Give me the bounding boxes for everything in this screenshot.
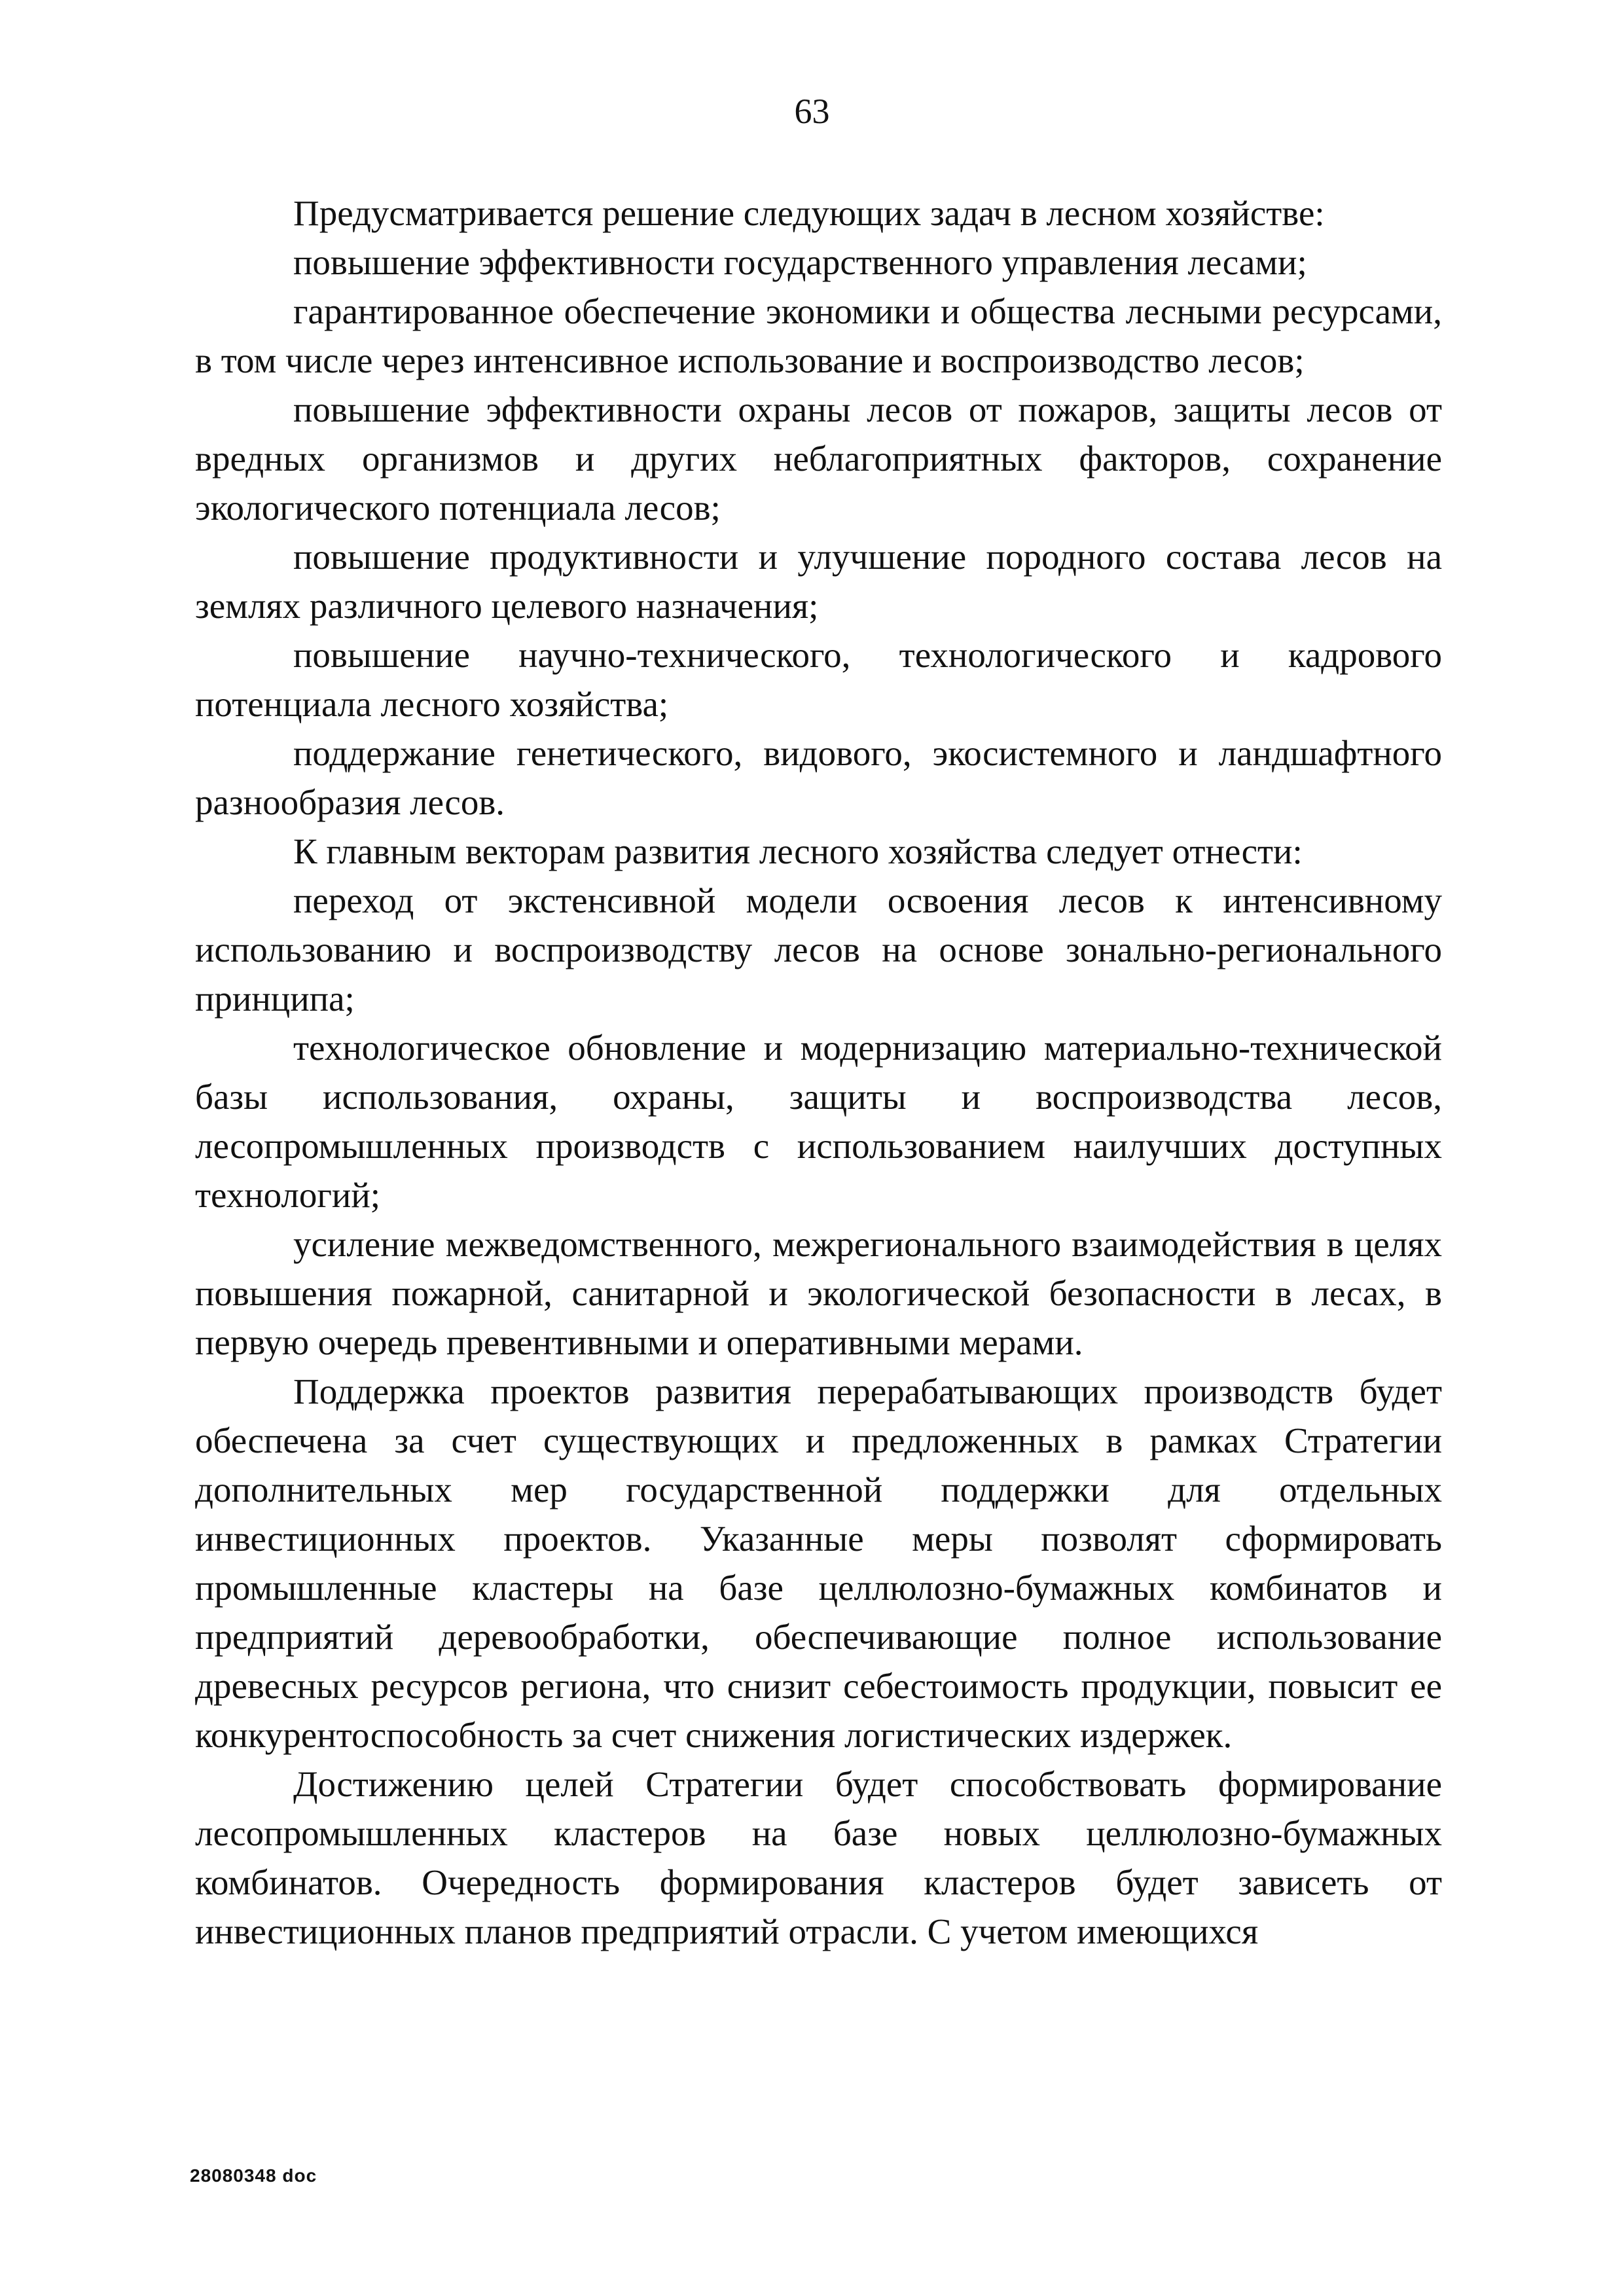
paragraph: гарантированное обеспечение экономики и общества лесными ресурсами, в том числе через интенсивное использование и воспроизводство лесов;: [195, 291, 1442, 380]
paragraph: усиление межведомственного, межрегионального взаимодействия в целях повышения пожарной, санитарной и экологической безопасности в лесах, в первую очередь превентивными и оперативными мерами.: [195, 1224, 1442, 1362]
document-id-footer: 28080348 doc: [190, 2165, 317, 2186]
paragraph: повышение эффективности охраны лесов от пожаров, защиты лесов от вредных организмов и других неблагоприятных факторов, сохранение экологического потенциала лесов;: [195, 389, 1442, 528]
paragraph: технологическое обновление и модернизацию материально-технической базы использования, охраны, защиты и воспроизводства лесов, лесопромышленных производств с использованием наилучших доступных технологий;: [195, 1028, 1442, 1215]
paragraph: переход от экстенсивной модели освоения лесов к интенсивному использованию и воспроизводству лесов на основе зонально-регионального принципа;: [195, 880, 1442, 1019]
paragraph: Предусматривается решение следующих задач в лесном хозяйстве:: [293, 193, 1325, 233]
document-body: [195, 189, 1442, 1956]
paragraph: К главным векторам развития лесного хозяйства следует отнести:: [293, 831, 1303, 871]
page-number: 63: [794, 92, 830, 131]
paragraph: повышение научно-технического, технологического и кадрового потенциала лесного хозяйства;: [195, 635, 1442, 724]
paragraph: Достижению целей Стратегии будет способствовать формирование лесопромышленных кластеров на базе новых целлюлозно-бумажных комбинатов. Очередность формирования кластеров будет зависеть от инвестиционных планов предприятий отрасли. С учетом имеющихся: [195, 1764, 1442, 1951]
paragraph: повышение продуктивности и улучшение породного состава лесов на землях различного целевого назначения;: [195, 537, 1442, 626]
paragraph: повышение эффективности государственного управления лесами;: [293, 242, 1307, 282]
paragraph: Поддержка проектов развития перерабатывающих производств будет обеспечена за счет существующих и предложенных в рамках Стратегии дополнительных мер государственной поддержки для отдельных инвестиционных проектов. Указанные меры позволят сформировать промышленные кластеры на базе целлюлозно-бумажных комбинатов и предприятий деревообработки, обеспечивающие полное использование древесных ресурсов региона, что снизит себестоимость продукции, повысит ее конкурентоспособность за счет снижения логистических издержек.: [195, 1371, 1442, 1755]
paragraph: поддержание генетического, видового, экосистемного и ландшафтного разнообразия лесов.: [195, 733, 1442, 822]
